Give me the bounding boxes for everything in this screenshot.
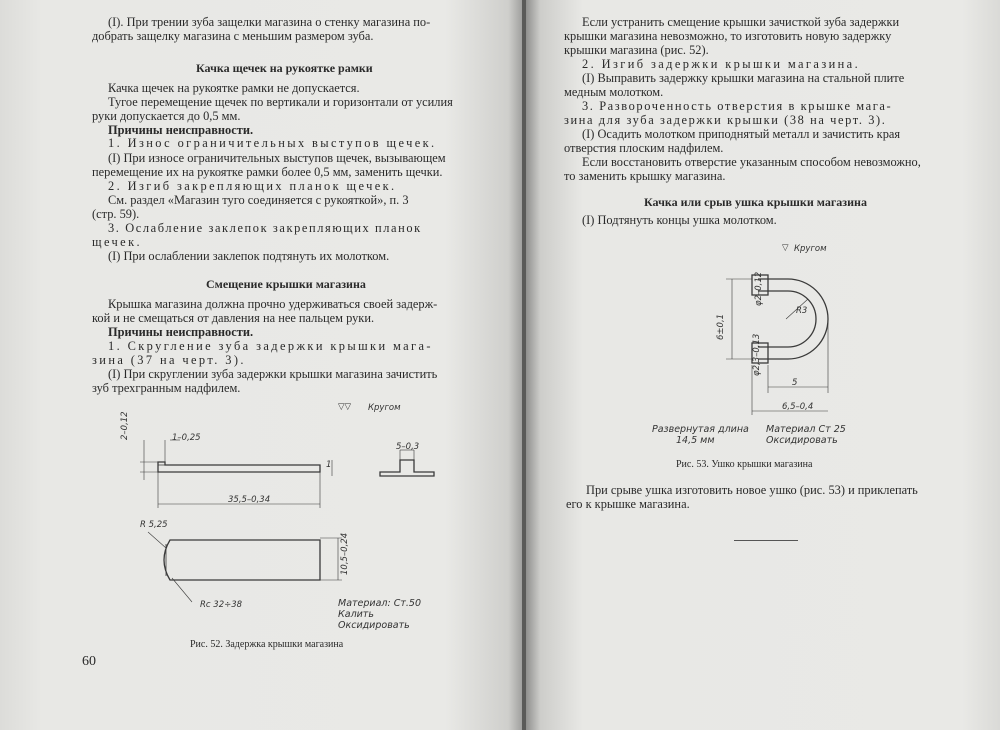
treatment-label: Оксидировать	[766, 435, 838, 446]
section-divider	[734, 540, 798, 541]
treatment-label: Калить	[338, 609, 374, 620]
treatment-label: Оксидировать	[338, 620, 410, 631]
text-line: щечек.	[92, 235, 142, 249]
dimension-label: R 5,25	[140, 520, 168, 530]
text-line: 1. Скругление зуба задержки крышки мага-	[108, 339, 433, 353]
text-line: добрать защелку магазина с меньшим размером зуба.	[92, 29, 374, 43]
material-label: Материал Ст 25	[766, 424, 846, 435]
text-line: зина для зуба задержки крышки (38 на черт. 3).	[564, 113, 887, 127]
section-heading: Смещение крышки магазина	[206, 277, 366, 291]
text-line: Качка щечек на рукоятке рамки не допускается.	[108, 81, 360, 95]
dimension-label: 1	[326, 460, 332, 470]
dimension-label: 2–0,12	[120, 411, 130, 440]
section-heading: Качка или срыв ушка крышки магазина	[644, 195, 867, 209]
dimension-label: 35,5–0,34	[228, 495, 271, 505]
text-line: Если устранить смещение крышки зачисткой зуба задержки	[582, 15, 900, 29]
section-heading: Качка щечек на рукоятке рамки	[196, 61, 373, 75]
text-line: то заменить крышку магазина.	[564, 169, 726, 183]
figure-caption: Рис. 52. Задержка крышки магазина	[190, 639, 344, 650]
text-line: 1. Износ ограничительных выступов щечек.	[108, 136, 437, 150]
finish-symbol-label: Кругом	[368, 403, 401, 413]
text-line: (I). При трении зуба защелки магазина о стенку магазина по-	[108, 15, 431, 29]
developed-length-value: 14,5 мм	[676, 435, 715, 446]
text-line: (I) При износе ограничительных выступов щечек, вызывающем	[108, 151, 446, 165]
dimension-label: 1–0,25	[172, 433, 201, 443]
developed-length-label: Развернутая длина	[652, 424, 749, 435]
dimension-label: φ2–0,12	[754, 271, 764, 306]
text-line: 2. Изгиб задержки крышки магазина.	[582, 57, 861, 71]
figure-53-drawing	[676, 255, 876, 425]
figure-52-drawing	[110, 420, 510, 620]
material-label: Материал: Ст.50	[338, 598, 421, 609]
text-line: (I) При скруглении зуба задержки крышки магазина зачистить	[108, 367, 438, 381]
text-line: медным молотком.	[564, 85, 664, 99]
text-line: крышки магазина (рис. 52).	[564, 43, 709, 57]
text-line: отверстия плоским надфилем.	[564, 141, 724, 155]
text-line: 2. Изгиб закрепляющих планок щечек.	[108, 179, 397, 193]
figure-caption: Рис. 53. Ушко крышки магазина	[676, 459, 813, 470]
dimension-label: 6±0,1	[716, 313, 726, 340]
text-line: руки допускается до 0,5 мм.	[92, 109, 241, 123]
text-line: (I) При ослаблении заклепок подтянуть их молотком.	[108, 249, 390, 263]
text-line: Если восстановить отверстие указанным способом невозможно,	[582, 155, 921, 169]
text-line: (I) Выправить задержку крышки магазина на стальной плите	[582, 71, 905, 85]
dimension-label: φ2,3–0,13	[752, 333, 762, 376]
dimension-label: 10,5–0,24	[340, 532, 350, 575]
text-line: Причины неисправности.	[108, 123, 254, 137]
finish-symbol-icon: ▽	[782, 243, 789, 253]
text-line: зина (37 на черт. 3).	[92, 353, 246, 367]
finish-symbol-icon: ▽▽	[338, 402, 352, 412]
dimension-label: 5–0,3	[396, 442, 420, 452]
dimension-label: 5	[792, 378, 798, 388]
text-line: крышки магазина невозможно, то изготовить новую задержку	[564, 29, 892, 43]
text-line: перемещение их на рукоятке рамки более 0,5 мм, заменить щечки.	[92, 165, 443, 179]
dimension-label: R3	[796, 306, 808, 316]
text-line: Причины неисправности.	[108, 325, 254, 339]
text-line: 3. Ослабление заклепок закрепляющих планок	[108, 221, 422, 235]
right-page	[526, 0, 1000, 730]
text-line: При срыве ушка изготовить новое ушко (рис. 53) и приклепать	[586, 483, 918, 497]
text-line: (стр. 59).	[92, 207, 140, 221]
page-number: 60	[82, 654, 96, 669]
text-line: зуб трехгранным надфилем.	[92, 381, 241, 395]
text-line: его к крышке магазина.	[566, 497, 690, 511]
text-line: Тугое перемещение щечек по вертикали и горизонтали от усилия	[108, 95, 453, 109]
text-line: См. раздел «Магазин туго соединяется с рукояткой», п. 3	[108, 193, 409, 207]
finish-symbol-label: Кругом	[794, 244, 827, 254]
text-line: 3. Развороченность отверстия в крышке мага-	[582, 99, 893, 113]
dimension-label: 6,5–0,4	[782, 402, 814, 412]
text-line: Крышка магазина должна прочно удерживаться своей задерж-	[108, 297, 438, 311]
text-line: (I) Подтянуть концы ушка молотком.	[582, 213, 777, 227]
dimension-label: Rc 32÷38	[200, 600, 243, 610]
text-line: кой и не смещаться от давления на нее пальцем руки.	[92, 311, 375, 325]
text-line: (I) Осадить молотком приподнятый металл и зачистить края	[582, 127, 901, 141]
